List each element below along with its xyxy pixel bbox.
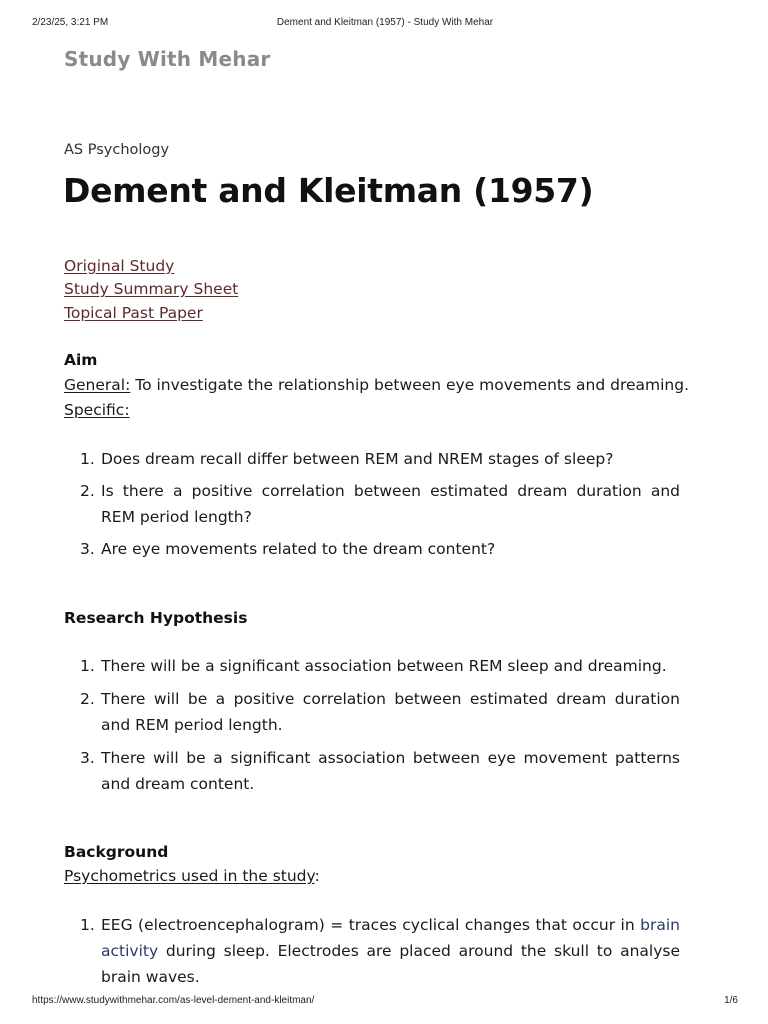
aim-general-label: General: [64, 376, 131, 394]
list-item: 2. There will be a positive correlation between estimated dream duration and REM period length. [80, 690, 680, 734]
aim-general [64, 376, 689, 394]
print-doc-title: Dement and Kleitman (1957) - Study With Mehar [276, 17, 494, 28]
site-name-link[interactable]: Study With Mehar [64, 47, 271, 71]
page-title: Dement and Kleitman (1957) [63, 171, 594, 210]
print-url: https://www.studywithmehar.com/as-level-dement-and-kleitman/ [32, 995, 315, 1006]
print-header [32, 17, 738, 31]
background-list [64, 912, 680, 990]
psychometrics-label: Psychometrics used in the study [64, 867, 315, 885]
link-original-study[interactable]: Original Study [64, 257, 175, 275]
category-label[interactable]: AS Psychology [64, 142, 170, 158]
print-datetime: 2/23/25, 3:21 PM [32, 17, 109, 28]
print-page-number: 1/6 [724, 995, 738, 1006]
brain-activity-link[interactable]: brain activity [101, 916, 680, 960]
link-study-summary-sheet[interactable]: Study Summary Sheet [64, 280, 239, 298]
list-item: 1. EEG (electroencephalogram) = traces cyclical changes that occur in brain activity during sleep. Electrodes are placed around the skull to analyse brain waves. [80, 916, 680, 986]
background-heading: Background [64, 843, 169, 861]
aim-list [64, 446, 680, 562]
list-item: 1. There will be a significant association between REM sleep and dreaming. [80, 657, 667, 675]
aim-specific-label: Specific: [64, 401, 130, 419]
list-item: 1. Does dream recall differ between REM and NREM stages of sleep? [80, 450, 614, 468]
list-item: 3. There will be a significant association between eye movement patterns and dream content. [80, 749, 680, 793]
hypothesis-list [64, 653, 680, 797]
background-subheading: Psychometrics used in the study: [64, 867, 320, 885]
list-item: 2. Is there a positive correlation between estimated dream duration and REM period length? [80, 482, 680, 526]
list-item: 3. Are eye movements related to the dream content? [80, 540, 496, 558]
aim-heading: Aim [64, 351, 98, 369]
print-footer [32, 995, 738, 1009]
aim-general-text: To investigate the relationship between eye movements and dreaming. [130, 376, 690, 394]
link-topical-past-paper[interactable]: Topical Past Paper [64, 304, 203, 322]
hypothesis-heading: Research Hypothesis [64, 609, 248, 627]
